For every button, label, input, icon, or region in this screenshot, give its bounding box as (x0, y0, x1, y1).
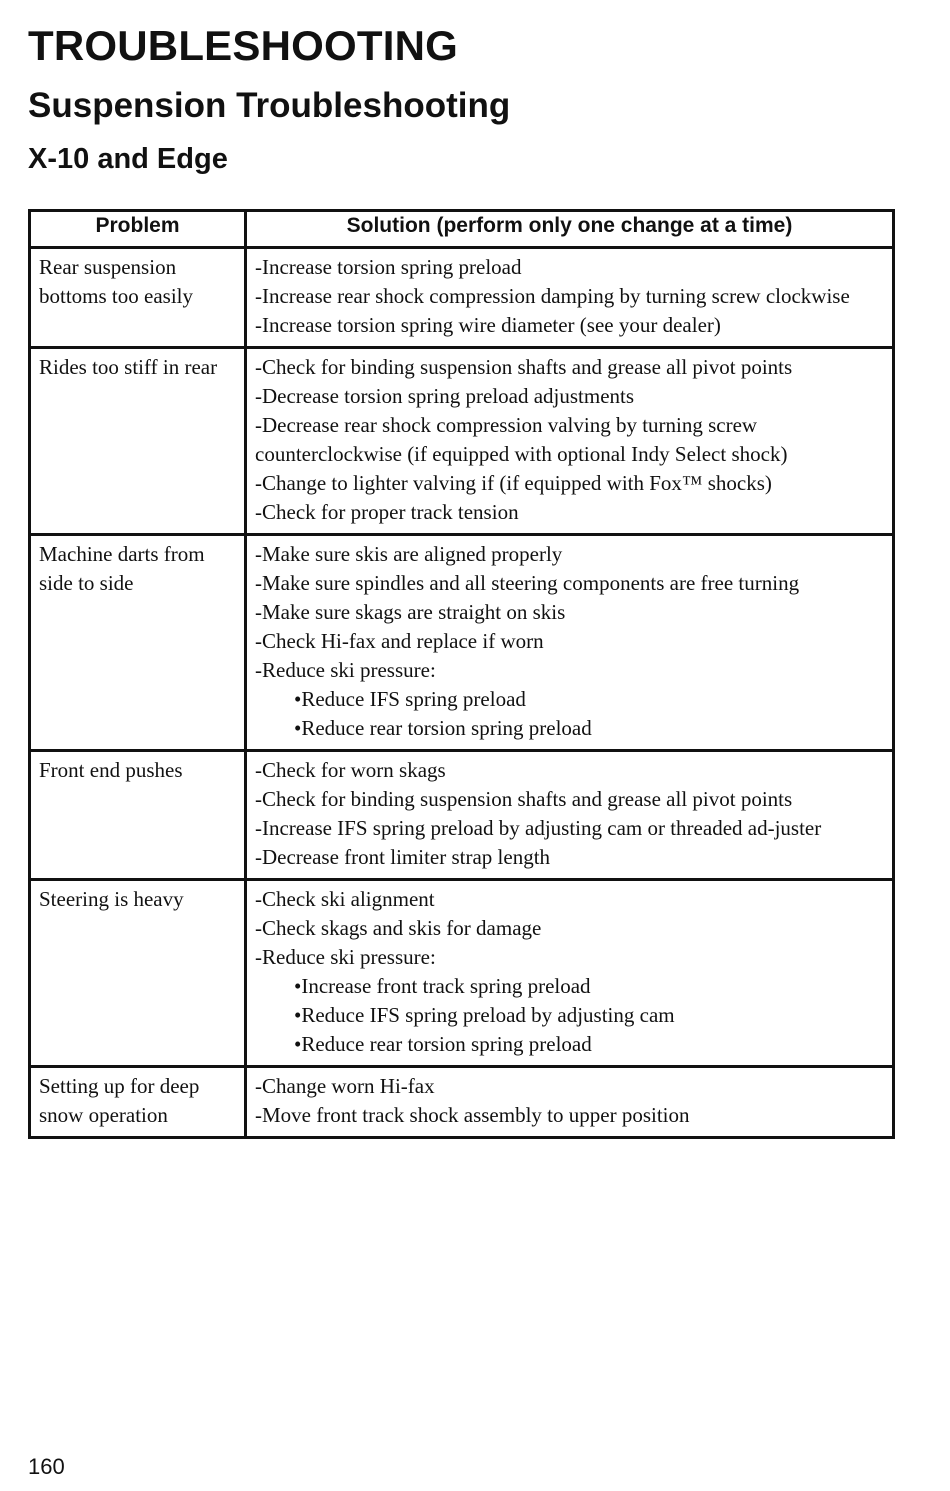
table-row (30, 880, 894, 1067)
page-number: 160 (28, 1454, 65, 1479)
solution-item: -Decrease rear shock compression valving by turning screw counterclockwise (if equipped with optional Indy Select shock) (255, 413, 788, 466)
page-heading: TROUBLESHOOTING (28, 22, 458, 69)
model-subtitle: X-10 and Edge (28, 143, 228, 175)
table-row (30, 751, 894, 880)
solution-item: -Decrease torsion spring preload adjustments (255, 384, 635, 408)
solution-cell (246, 880, 894, 1067)
solution-item: -Increase torsion spring wire diameter (see your dealer) (255, 313, 721, 337)
solution-item: -Decrease front limiter strap length (255, 845, 551, 869)
table-row (30, 535, 894, 751)
header-problem: Problem (30, 211, 246, 248)
solution-item: -Reduce ski pressure: (255, 658, 436, 682)
solution-item: -Check for binding suspension shafts and grease all pivot points (255, 355, 793, 379)
solution-item: -Change to lighter valving if (if equipped with Fox™ shocks) (255, 471, 772, 495)
solution-item: -Increase IFS spring preload by adjusting cam or threaded ad-juster (255, 816, 822, 840)
solution-item: -Check Hi-fax and replace if worn (255, 629, 544, 653)
problem-cell: Front end pushes (30, 751, 246, 880)
solution-sub-item: •Reduce rear torsion spring preload (294, 716, 592, 740)
solution-item: -Increase torsion spring preload (255, 255, 522, 279)
solution-item: -Check ski alignment (255, 887, 435, 911)
table-header-row (30, 211, 894, 248)
table-row (30, 248, 894, 348)
solution-sub-item: •Reduce rear torsion spring preload (294, 1032, 592, 1056)
solution-sub-item: •Increase front track spring preload (294, 974, 591, 998)
solution-item: -Make sure skis are aligned properly (255, 542, 563, 566)
solution-sub-item: •Reduce IFS spring preload (294, 687, 526, 711)
solution-cell (246, 1067, 894, 1138)
table-row (30, 1067, 894, 1138)
solution-item: -Reduce ski pressure: (255, 945, 436, 969)
solution-item: -Move front track shock assembly to upper position (255, 1103, 690, 1127)
solution-item: -Check skags and skis for damage (255, 916, 542, 940)
solution-sub-item: •Reduce IFS spring preload by adjusting cam (294, 1003, 675, 1027)
solution-cell (246, 348, 894, 535)
table-row (30, 348, 894, 535)
problem-cell: Rear suspension bottoms too easily (30, 248, 246, 348)
solution-cell (246, 248, 894, 348)
solution-item: -Check for proper track tension (255, 500, 519, 524)
section-title: Suspension Troubleshooting (28, 86, 511, 125)
solution-item: -Change worn Hi-fax (255, 1074, 435, 1098)
header-solution: Solution (perform only one change at a time) (246, 211, 894, 248)
troubleshooting-table (28, 209, 895, 1139)
problem-cell: Setting up for deep snow operation (30, 1067, 246, 1138)
solution-item: -Make sure skags are straight on skis (255, 600, 566, 624)
problem-cell: Rides too stiff in rear (30, 348, 246, 535)
table-body (30, 248, 894, 1138)
solution-item: -Check for worn skags (255, 758, 446, 782)
solution-cell (246, 535, 894, 751)
problem-cell: Steering is heavy (30, 880, 246, 1067)
solution-item: -Make sure spindles and all steering components are free turning (255, 571, 800, 595)
solution-item: -Check for binding suspension shafts and grease all pivot points (255, 787, 793, 811)
problem-cell: Machine darts from side to side (30, 535, 246, 751)
solution-cell (246, 751, 894, 880)
solution-item: -Increase rear shock compression damping by turning screw clockwise (255, 284, 850, 308)
